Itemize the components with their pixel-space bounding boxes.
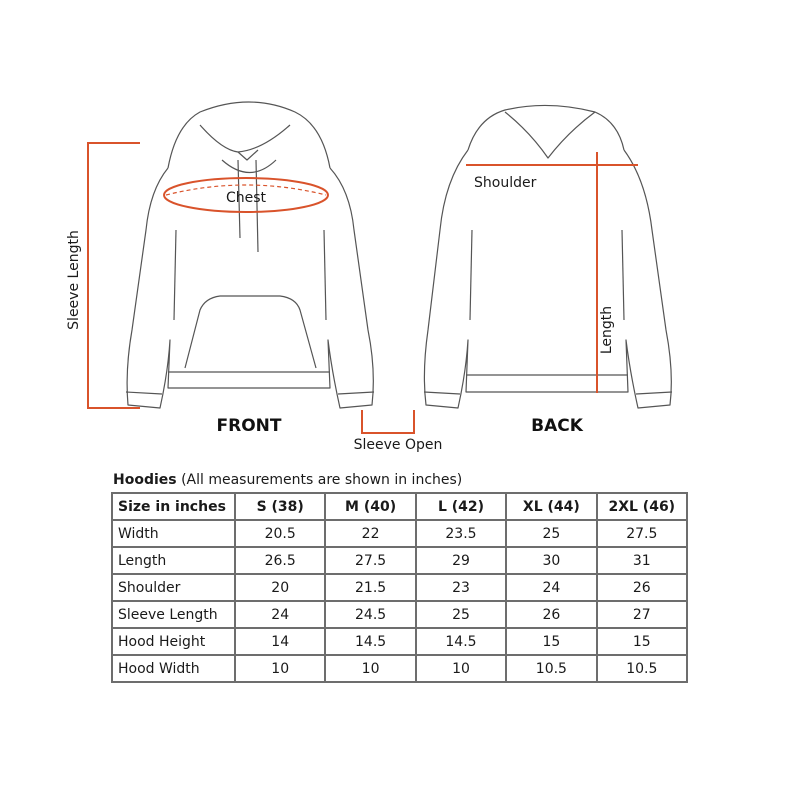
table-row [112,628,687,655]
header-cell: Size in inches [112,493,235,520]
table-cell: 26.5 [235,547,325,574]
table-cell: 27.5 [597,520,687,547]
table-row [112,601,687,628]
table-cell: 23.5 [416,520,506,547]
table-cell: 10.5 [597,655,687,682]
table-cell: 31 [597,547,687,574]
table-cell: 30 [506,547,596,574]
row-label-cell: Hood Height [112,628,235,655]
table-row [112,655,687,682]
table-row [112,574,687,601]
row-label-cell: Shoulder [112,574,235,601]
chest-label: Chest [225,190,267,206]
table-cell: 15 [597,628,687,655]
table-row [112,547,687,574]
table-cell: 26 [597,574,687,601]
front-hoodie-outline [126,102,374,408]
table-cell: 22 [325,520,415,547]
back-label: BACK [531,416,583,436]
sleeve-open-label: Sleeve Open [353,437,443,453]
table-cell: 24 [235,601,325,628]
sleeve-length-bracket [88,143,140,408]
size-chart [111,472,691,683]
table-cell: 14.5 [325,628,415,655]
table-cell: 14.5 [416,628,506,655]
table-cell: 20 [235,574,325,601]
table-cell: 24.5 [325,601,415,628]
header-cell: L (42) [416,493,506,520]
table-cell: 27.5 [325,547,415,574]
table-cell: 10 [235,655,325,682]
table-cell: 25 [506,520,596,547]
header-cell: M (40) [325,493,415,520]
size-chart-subtitle: (All measurements are shown in inches) [181,472,463,488]
table-cell: 15 [506,628,596,655]
table-cell: 14 [235,628,325,655]
size-table-header-row [112,493,687,520]
back-hoodie-outline [424,105,672,408]
row-label-cell: Sleeve Length [112,601,235,628]
table-cell: 25 [416,601,506,628]
table-cell: 26 [506,601,596,628]
row-label-cell: Hood Width [112,655,235,682]
header-cell: 2XL (46) [597,493,687,520]
row-label-cell: Width [112,520,235,547]
table-cell: 10.5 [506,655,596,682]
table-cell: 24 [506,574,596,601]
table-cell: 21.5 [325,574,415,601]
table-cell: 10 [325,655,415,682]
header-cell: S (38) [235,493,325,520]
row-label-cell: Length [112,547,235,574]
front-label: FRONT [216,416,282,436]
header-cell: XL (44) [506,493,596,520]
table-cell: 29 [416,547,506,574]
size-table-body [112,520,687,682]
size-table [111,492,688,683]
table-cell: 20.5 [235,520,325,547]
table-cell: 23 [416,574,506,601]
table-cell: 27 [597,601,687,628]
measurement-lines [88,143,638,433]
length-label: Length [599,305,615,355]
size-chart-heading [113,472,691,488]
size-chart-title: Hoodies [113,472,177,488]
table-cell: 10 [416,655,506,682]
shoulder-label: Shoulder [474,175,537,191]
sleeve-length-label: Sleeve Length [66,230,82,330]
sleeve-open-bracket [362,410,414,433]
table-row [112,520,687,547]
